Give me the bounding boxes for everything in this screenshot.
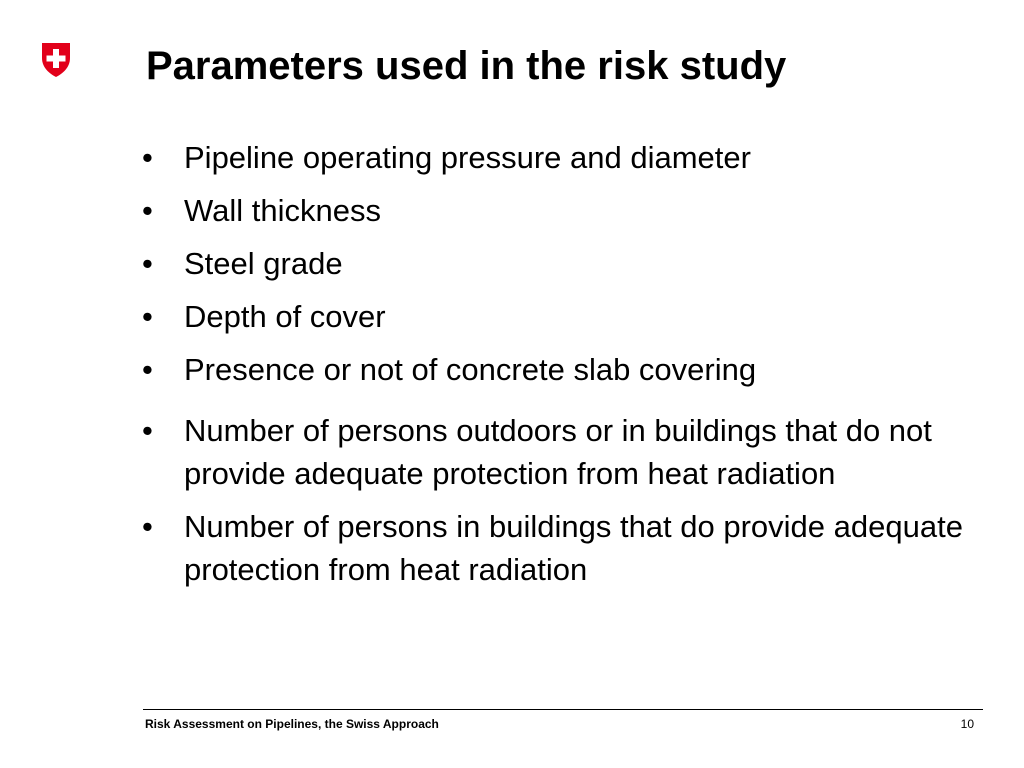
bullet-text: Wall thickness [184, 193, 381, 228]
bullet-text: Depth of cover [184, 299, 386, 334]
bullet-marker: • [142, 509, 153, 544]
slide-title: Parameters used in the risk study [146, 44, 787, 88]
bullet-item [142, 136, 992, 179]
bullet-text: Number of persons outdoors or in buildings that do not provide adequate protection from heat radiation [184, 413, 932, 491]
bullet-marker: • [142, 352, 153, 387]
bullet-item [142, 295, 992, 338]
bullet-item [142, 348, 992, 391]
bullet-text: Number of persons in buildings that do provide adequate protection from heat radiation [184, 509, 963, 587]
bullet-text: Steel grade [184, 246, 343, 281]
bullet-marker: • [142, 299, 153, 334]
bullet-marker: • [142, 140, 153, 175]
swiss-cross-shield-icon [40, 42, 72, 78]
footer-presentation-title: Risk Assessment on Pipelines, the Swiss Approach [145, 717, 439, 731]
bullet-item [142, 189, 992, 232]
footer-divider [143, 709, 983, 710]
bullet-list [142, 136, 992, 601]
bullet-item [142, 409, 992, 495]
bullet-marker: • [142, 193, 153, 228]
bullet-marker: • [142, 413, 153, 448]
bullet-item [142, 242, 992, 285]
page-number: 10 [960, 717, 974, 731]
bullet-marker: • [142, 246, 153, 281]
bullet-text: Presence or not of concrete slab covering [184, 352, 757, 387]
bullet-item [142, 505, 992, 591]
bullet-text: Pipeline operating pressure and diameter [184, 140, 751, 175]
